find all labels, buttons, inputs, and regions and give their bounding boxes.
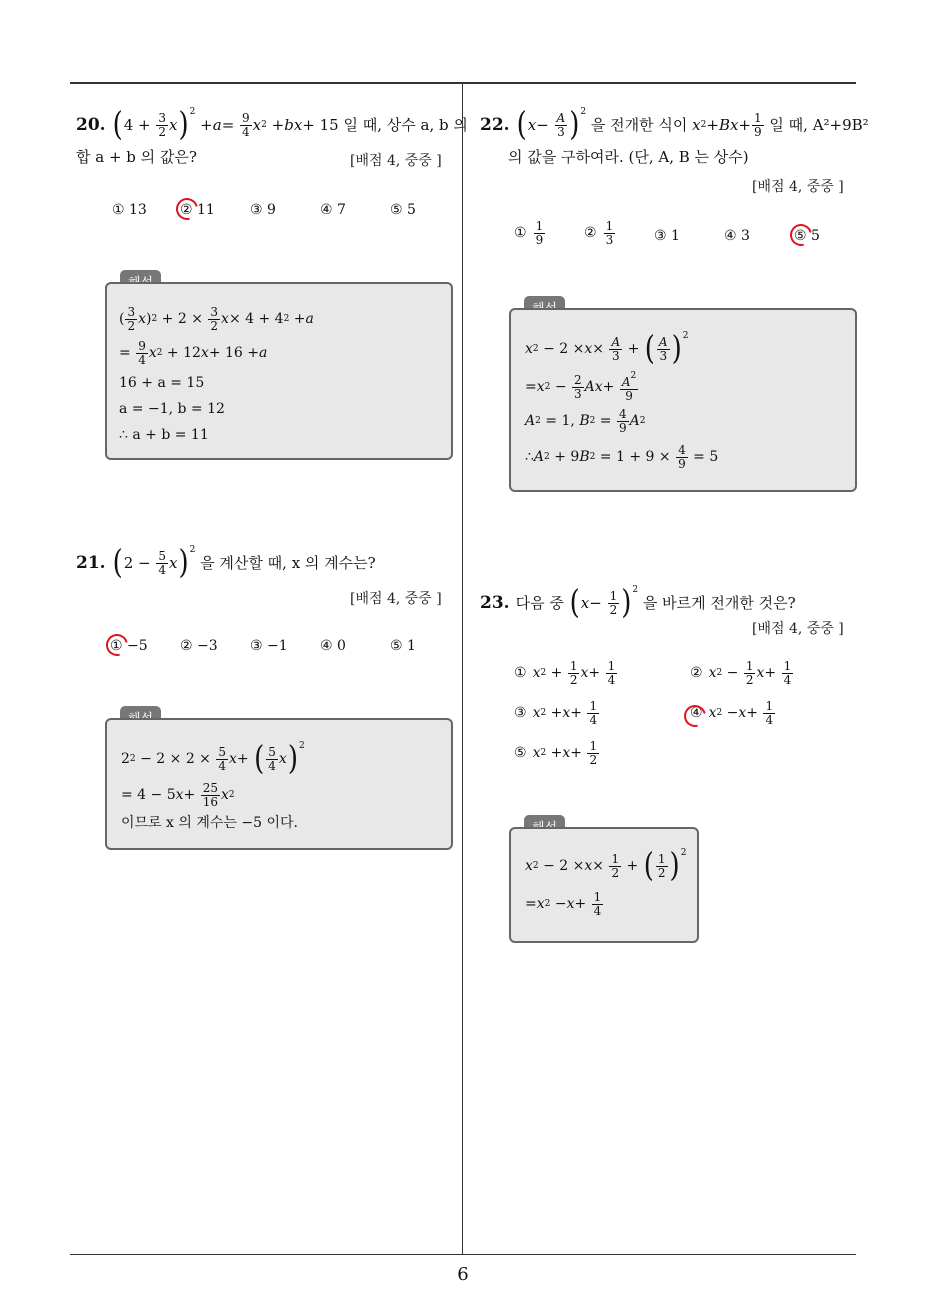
- problem-22-meta: [배점 4, 중중 ]: [752, 179, 844, 195]
- solution-23-line-2: = x 2 − x + $\frac{1}{4}$: [525, 890, 602, 918]
- problem-20-choice-2[interactable]: ② 11: [180, 202, 215, 218]
- problem-22-choice-1[interactable]: ① $\frac{1}{9}$: [514, 219, 544, 247]
- problem-21-meta: [배점 4, 중중 ]: [350, 591, 442, 607]
- problem-20-choice-3[interactable]: ③ 9: [250, 202, 276, 218]
- solution-22-line-4: ∴ A 2 + 9 B 2 = 1 + 9 × $\frac{4}{9}$ = 5: [525, 443, 719, 471]
- top-rule: [70, 82, 856, 84]
- bottom-rule: [70, 1254, 856, 1255]
- solution-box-22: [509, 308, 857, 492]
- column-divider: [462, 82, 463, 1255]
- problem-22-number: 22.: [480, 114, 510, 135]
- problem-20-text-line2: 합 a + b 의 값은?: [76, 148, 197, 166]
- solution-20-line-5: ∴ a + b = 11: [119, 427, 209, 443]
- problem-23-choice-5[interactable]: ⑤ x 2 + x + $\frac{1}{2}$: [514, 739, 598, 767]
- problem-21-choice-5[interactable]: ⑤ 1: [390, 638, 416, 654]
- problem-23-choice-1[interactable]: ① x 2 + $\frac{1}{2}$ x + $\frac{1}{4}$: [514, 659, 616, 687]
- solution-23-line-1: x 2 − 2 × x × $\frac{1}{2}$ + ( $\frac{1}{2}$ ) 2: [525, 847, 687, 885]
- problem-23-statement: 23. 다음 중 ( x − $\frac{1}{2}$ ) 2 을 바르게 전개한 것은?: [480, 584, 796, 622]
- answer-mark-22: [786, 220, 816, 250]
- problem-20-choice-5[interactable]: ⑤ 5: [390, 202, 416, 218]
- solution-22-line-2: = x 2 − $\frac{2}{3}$ Ax + $\frac{A^2}{9}$: [525, 371, 637, 403]
- problem-21-statement: 21. ( 2 − $\frac{5}{4}$ x ) 2 을 계산할 때, x 의 계수는?: [76, 544, 376, 582]
- solution-box-21: [105, 718, 453, 850]
- problem-20-statement: 20. ( 4 + $\frac{3}{2}$ x ) 2 + a = $\frac{9}{4}$ x 2 + bx + 15 일 때, 상수 a, b 의: [76, 106, 468, 144]
- solution-21-line-3: 이므로 x 의 계수는 −5 이다.: [121, 815, 298, 831]
- solution-20-line-2: = $\frac{9}{4}$ x 2 + 12 x + 16 + a: [119, 339, 268, 367]
- problem-20-text: 일 때, 상수 a, b 의: [343, 115, 468, 134]
- problem-21-choice-3[interactable]: ③ −1: [250, 638, 288, 654]
- problem-21-number: 21.: [76, 552, 106, 573]
- problem-23-number: 23.: [480, 592, 510, 613]
- problem-23-choice-3[interactable]: ③ x 2 + x + $\frac{1}{4}$: [514, 699, 598, 727]
- problem-22-text-tail: 일 때, A²+9B²: [769, 115, 869, 134]
- problem-21-text: 을 계산할 때, x 의 계수는?: [200, 553, 376, 572]
- solution-21-line-1: 2 2 − 2 × 2 × $\frac{5}{4}$ x + ( $\frac{5}{4}$ x ) 2: [121, 740, 305, 778]
- problem-23-meta: [배점 4, 중중 ]: [752, 621, 844, 637]
- problem-22-choice-4[interactable]: ④ 3: [724, 228, 750, 244]
- solution-20-line-3: 16 + a = 15: [119, 375, 205, 391]
- solution-20-line-1: ( $\frac{3}{2}$ x ) 2 + 2 × $\frac{3}{2}$ x × 4 + 4 2 + a: [119, 305, 314, 333]
- problem-23-choice-2[interactable]: ② x 2 − $\frac{1}{2}$ x + $\frac{1}{4}$: [690, 659, 792, 687]
- solution-20-line-4: a = −1, b = 12: [119, 401, 225, 417]
- problem-23-choice-4[interactable]: ④ x 2 − x + $\frac{1}{4}$: [690, 699, 774, 727]
- problem-22-choice-5[interactable]: ⑤ 5: [794, 228, 820, 244]
- problem-21-choice-1[interactable]: ① −5: [110, 638, 148, 654]
- answer-mark-21: [102, 630, 132, 660]
- problem-21-choice-2[interactable]: ② −3: [180, 638, 218, 654]
- solution-22-line-1: x 2 − 2 × x × $\frac{A}{3}$ + ( $\frac{A}{3}$ ) 2: [525, 330, 689, 368]
- problem-22-statement: 22. ( x − $\frac{A}{3}$ ) 2 을 전개한 식이 x 2 + Bx + $\frac{1}{9}$ 일 때, A²+9B²: [480, 106, 869, 144]
- solution-21-line-2: = 4 − 5 x + $\frac{25}{16}$ x 2: [121, 781, 235, 809]
- problem-23-text-tail: 을 바르게 전개한 것은?: [642, 593, 796, 612]
- page-number: 6: [457, 1264, 469, 1285]
- problem-23-text-head: 다음 중: [515, 593, 564, 612]
- problem-22-choice-2[interactable]: ② $\frac{1}{3}$: [584, 219, 614, 247]
- problem-21-choice-4[interactable]: ④ 0: [320, 638, 346, 654]
- problem-20-meta: [배점 4, 중중 ]: [350, 153, 442, 169]
- problem-22-text-line2: 의 값을 구하여라. (단, A, B 는 상수): [508, 148, 749, 166]
- problem-22-choice-3[interactable]: ③ 1: [654, 228, 680, 244]
- problem-20-number: 20.: [76, 114, 106, 135]
- answer-mark-20: [172, 194, 202, 224]
- problem-20-choice-4[interactable]: ④ 7: [320, 202, 346, 218]
- solution-22-line-3: A 2 = 1, B 2 = $\frac{4}{9}$ A 2: [525, 407, 646, 435]
- solution-box-20: [105, 282, 453, 460]
- solution-box-23: [509, 827, 699, 943]
- problem-22-text-mid: 을 전개한 식이: [590, 115, 688, 134]
- problem-20-choice-1[interactable]: ① 13: [112, 202, 147, 218]
